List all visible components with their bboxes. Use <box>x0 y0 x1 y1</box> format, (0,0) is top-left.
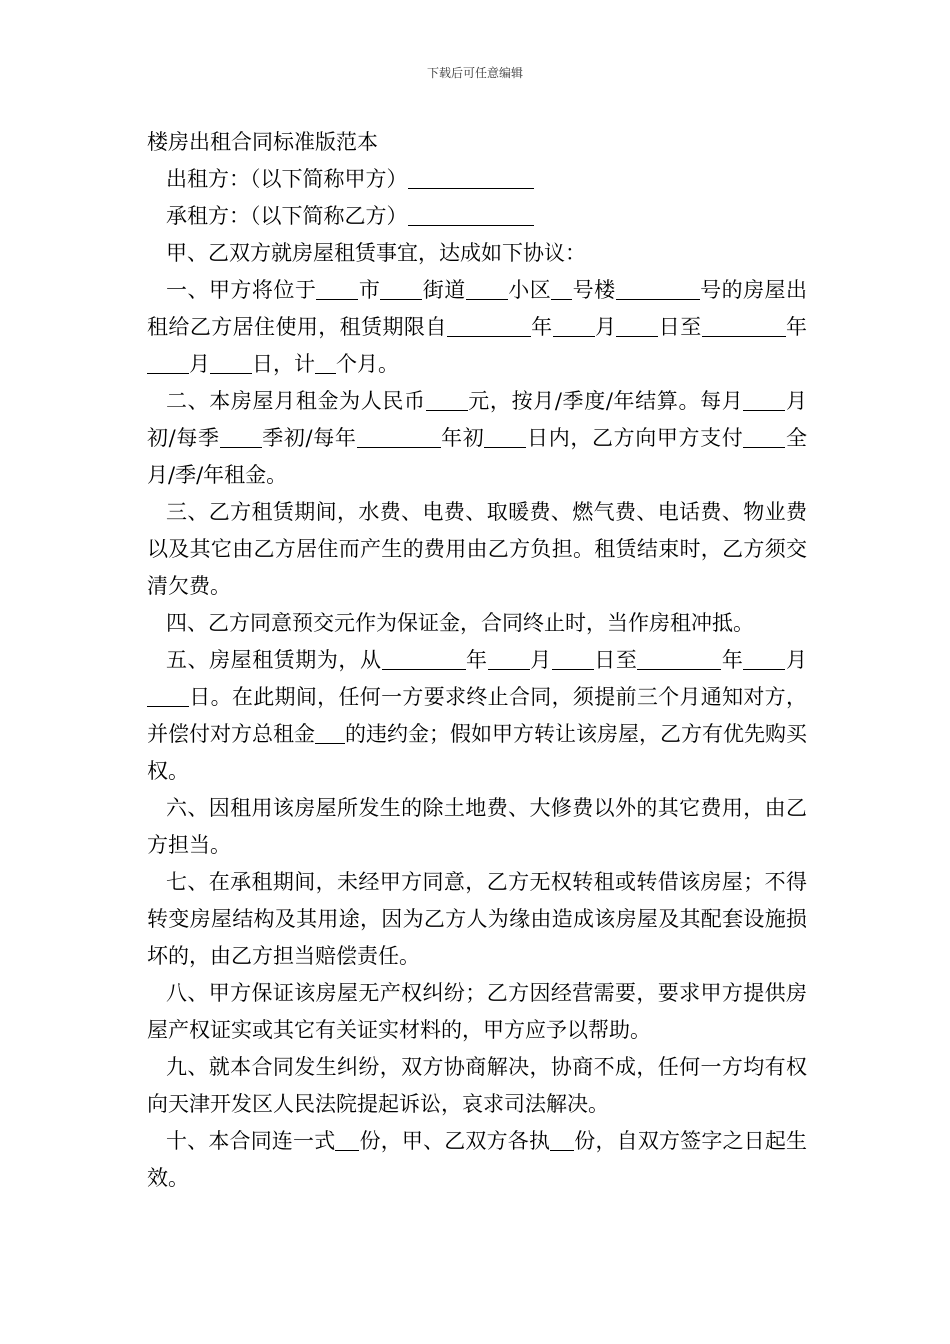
clause-text: 月 <box>785 648 808 672</box>
clause-text: 号的房屋出租给乙方居住使用，租赁期限自 <box>147 278 808 339</box>
clause-4: 四、乙方同意预交元作为保证金，合同终止时，当作房租冲抵。 <box>166 611 754 635</box>
clause-3: 三、乙方租赁期间，水费、电费、取暖费、燃气费、电话费、物业费以及其它由乙方居住而产生的费用由乙方负担。租赁结束时，乙方须交清欠费。 <box>147 500 807 598</box>
clause-text: 份，自双方签字之日起生效。 <box>147 1129 808 1190</box>
clause-text: 十、本合同连一式 <box>166 1129 336 1153</box>
blank-field <box>357 423 441 448</box>
clause-9: 九、就本合同发生纠纷，双方协商解决，协商不成，任何一方均有权向天津开发区人民法院提起诉讼，哀求司法解决。 <box>147 1055 807 1116</box>
clause-2 <box>147 383 807 494</box>
blank-field <box>616 275 700 300</box>
clause-text: 元，按月/季度/年结算。每月 <box>467 389 744 413</box>
blank-field <box>551 275 572 300</box>
clause-6: 六、因租用该房屋所发生的除土地费、大修费以外的其它费用，由乙方担当。 <box>147 796 807 857</box>
clause-text: 月 <box>529 648 552 672</box>
blank-field <box>315 719 345 744</box>
clause-text: 年 <box>721 648 744 672</box>
blank-field <box>335 1126 359 1151</box>
clause-text: 月 <box>594 315 617 339</box>
blank-field <box>210 349 252 374</box>
clause-text: 的违约金；假如甲方转让该房屋，乙方有优先购买权。 <box>147 722 807 783</box>
blank-field <box>743 386 785 411</box>
clause-text: 五、房屋租赁期为，从 <box>166 648 382 672</box>
clause-text: 日。在此期间，任何一方要求终止合同，须提前三个月通知对方，并偿付对方总租金 <box>147 685 807 746</box>
blank-field <box>316 275 358 300</box>
clause-text: 年 <box>785 315 808 339</box>
clause-8: 八、甲方保证该房屋无产权纠纷；乙方因经营需要，要求甲方提供房屋产权证实或其它有关证实材料的，甲方应予以帮助。 <box>147 981 807 1042</box>
clause-10 <box>147 1123 807 1197</box>
blank-field <box>466 275 508 300</box>
blank-field <box>315 349 336 374</box>
blank-field <box>637 645 721 670</box>
contract-body <box>147 124 807 1197</box>
blank-field <box>743 645 785 670</box>
blank-field <box>553 312 595 337</box>
clause-7: 七、在承租期间，未经甲方同意，乙方无权转租或转借该房屋；不得转变房屋结构及其用途，因为乙方人为缘由造成该房屋及其配套设施损坏的，由乙方担当赔偿责任。 <box>147 870 807 968</box>
document-title: 楼房出租合同标准版范本 <box>147 130 378 154</box>
blank-field <box>382 645 466 670</box>
blank-field <box>552 645 594 670</box>
blank-field <box>380 275 422 300</box>
clause-text: 日，计 <box>252 352 315 376</box>
clause-text: 日至 <box>593 648 638 672</box>
clause-text: 年初 <box>440 426 485 450</box>
clause-text: 个月。 <box>336 352 399 376</box>
clause-text: 全月/季/年租金。 <box>147 426 808 487</box>
lessor-line: 出租方：（以下简称甲方） <box>147 161 807 198</box>
clause-text: 份，甲、乙双方各执 <box>359 1129 551 1153</box>
blank-field <box>147 682 189 707</box>
header-note: 下载后可任意编辑 <box>426 66 523 80</box>
clause-text: 日至 <box>658 315 702 339</box>
blank-field <box>743 423 785 448</box>
intro-line: 甲、乙双方就房屋租赁事宜，达成如下协议： <box>166 241 586 265</box>
clause-1 <box>147 272 807 383</box>
lessee-line: 承租方：（以下简称乙方） <box>147 198 807 235</box>
clause-5 <box>147 642 807 790</box>
blank-field <box>408 164 534 189</box>
clause-text: 小区 <box>507 278 552 302</box>
blank-field <box>147 349 189 374</box>
clause-text: 二、本房屋月租金为人民币 <box>166 389 426 413</box>
blank-field <box>702 312 786 337</box>
clause-text: 月初/每季 <box>147 389 808 450</box>
clause-text: 一、甲方将位于 <box>166 278 317 302</box>
clause-text: 年 <box>530 315 553 339</box>
clause-text: 季初/每年 <box>261 426 357 450</box>
blank-field <box>220 423 262 448</box>
blank-field <box>550 1126 574 1151</box>
clause-text: 月 <box>189 352 210 376</box>
blank-field <box>484 423 526 448</box>
clause-text: 街道 <box>422 278 466 302</box>
blank-field <box>426 386 468 411</box>
clause-text: 年 <box>465 648 488 672</box>
clause-text: 市 <box>358 278 381 302</box>
clause-text: 号楼 <box>572 278 616 302</box>
blank-field <box>616 312 658 337</box>
blank-field <box>408 201 534 226</box>
blank-field <box>488 645 530 670</box>
blank-field <box>447 312 531 337</box>
clause-text: 日内，乙方向甲方支付 <box>526 426 744 450</box>
